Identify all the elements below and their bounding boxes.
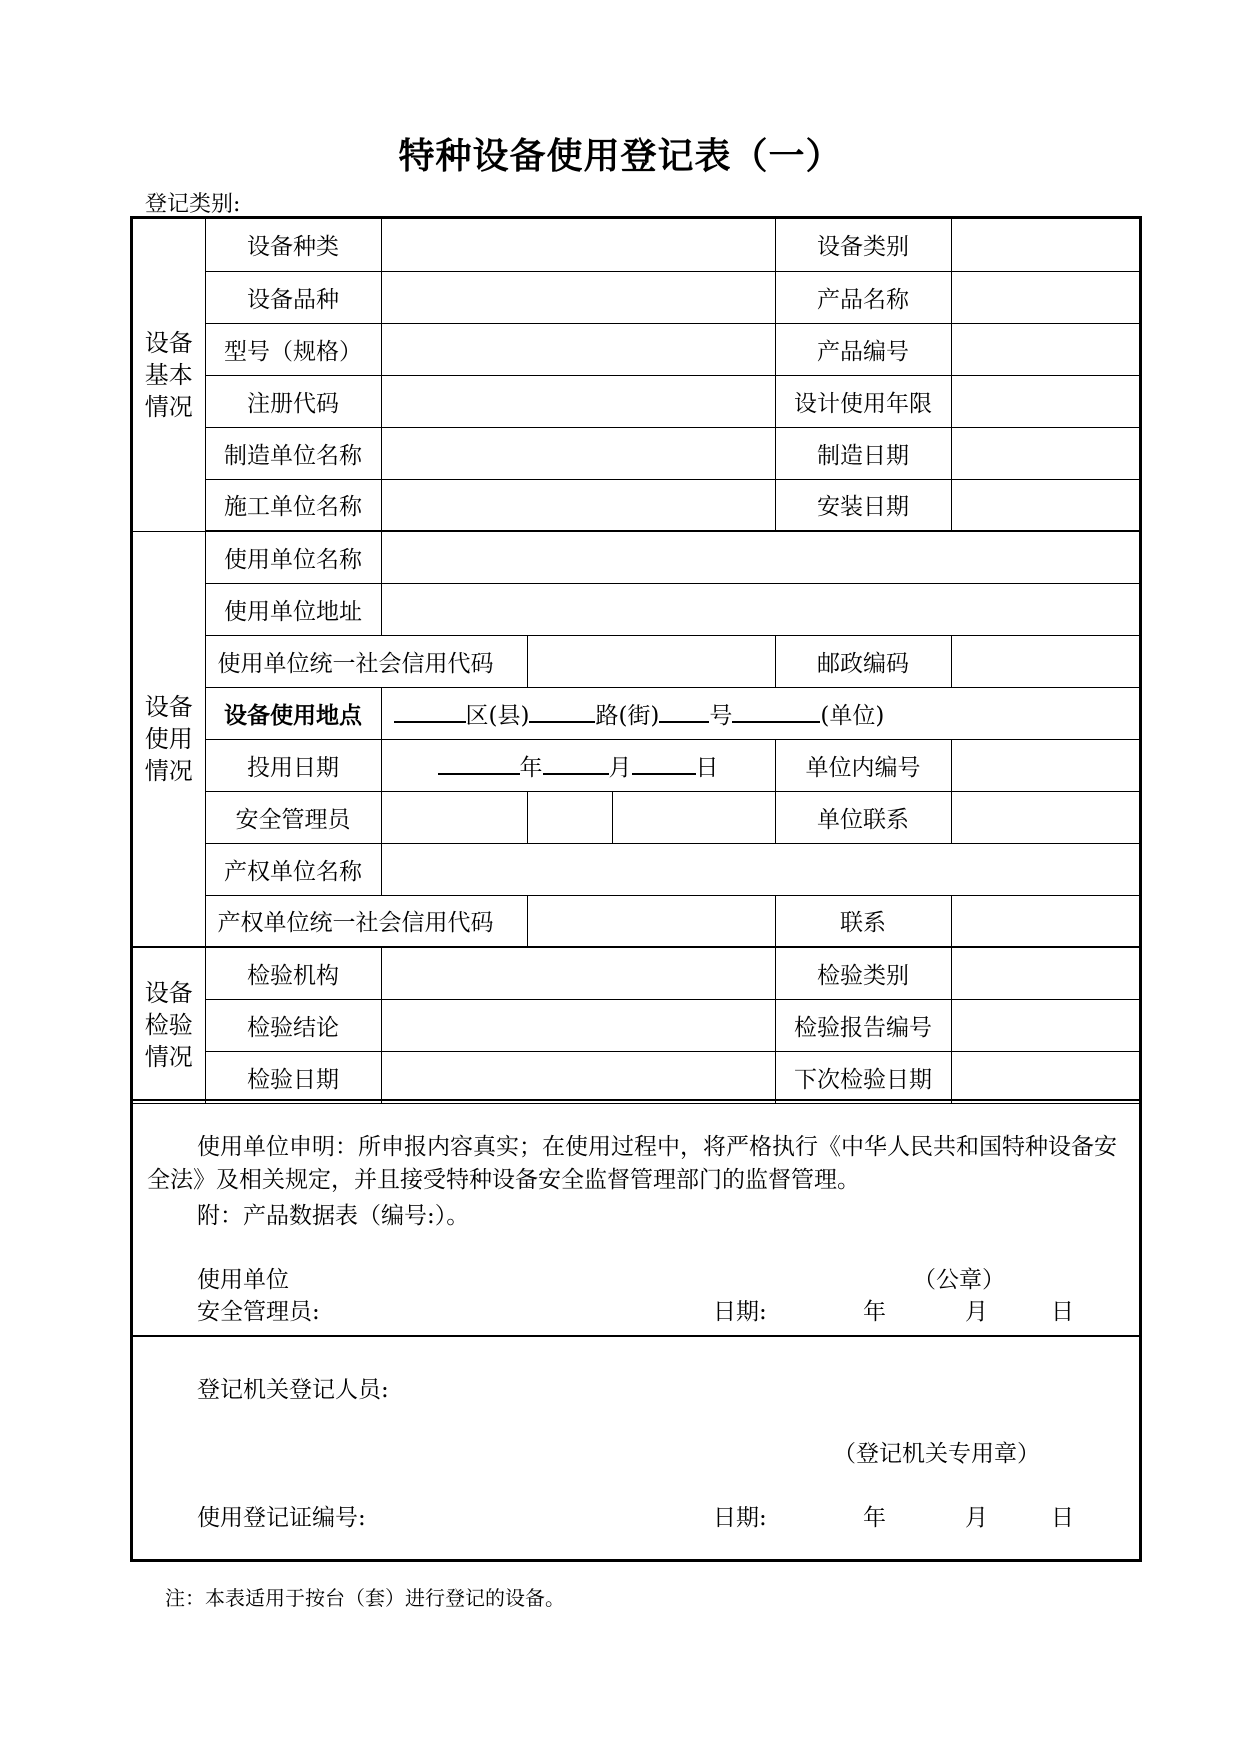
registration-month: 月 [965,1505,988,1531]
declaration-month: 月 [965,1299,988,1325]
input-model[interactable] [381,323,775,375]
label-unit-contact: 单位联系 [775,791,951,843]
label-design-life: 设计使用年限 [775,375,951,427]
input-inspection-category[interactable] [951,947,1139,999]
month-unit: 月 [608,754,632,781]
input-user-credit-code[interactable] [527,635,775,687]
district-unit: 区(县) [465,702,530,729]
input-design-life[interactable] [951,375,1139,427]
input-postal-code[interactable] [951,635,1139,687]
input-safety-manager-phone[interactable] [612,791,775,843]
declaration-user-unit: 使用单位 [197,1267,289,1293]
registration-form [130,216,1142,1562]
certificate-number-label: 使用登记证编号: [197,1505,366,1531]
label-inspection-conclusion: 检验结论 [205,999,381,1051]
label-product-number: 产品编号 [775,323,951,375]
label-manufacturer-name: 制造单位名称 [205,427,381,479]
registrar-label: 登记机关登记人员: [197,1377,389,1403]
label-next-inspection-date: 下次检验日期 [775,1051,951,1103]
label-contact: 联系 [775,895,951,947]
input-inspection-date[interactable] [381,1051,775,1103]
input-next-inspection-date[interactable] [951,1051,1139,1103]
label-internal-number: 单位内编号 [775,739,951,791]
input-owner-unit-name[interactable] [381,843,1139,895]
day-unit: 日 [695,754,719,781]
input-safety-manager-name[interactable] [381,791,527,843]
input-inspection-agency[interactable] [381,947,775,999]
input-product-number[interactable] [951,323,1139,375]
section-inspection-label: 设备检验情况 [133,947,205,1103]
input-manufacturer-name[interactable] [381,427,775,479]
declaration-year: 年 [863,1299,886,1325]
declaration-section [133,1099,1139,1335]
declaration-statement: 使用单位申明：所申报内容真实；在使用过程中，将严格执行《中华人民共和国特种设备安全法》及相关规定，并且接受特种设备安全监督管理部门的监督管理。 [147,1134,1117,1193]
label-user-unit-name: 使用单位名称 [205,531,381,583]
label-user-credit-code: 使用单位统一社会信用代码 [205,635,527,687]
input-equipment-kind[interactable] [381,219,775,271]
label-manufacture-date: 制造日期 [775,427,951,479]
declaration-day: 日 [1051,1299,1074,1325]
registration-day: 日 [1051,1505,1074,1531]
section-basic-label: 设备基本情况 [133,219,205,531]
label-equipment-category: 设备类别 [775,219,951,271]
label-installation-date: 安装日期 [775,479,951,531]
unit-unit: (单位) [820,702,885,729]
label-inspection-agency: 检验机构 [205,947,381,999]
registration-seal: （登记机关专用章） [833,1441,1040,1467]
label-registration-code: 注册代码 [205,375,381,427]
input-contact[interactable] [951,895,1139,947]
declaration-date-label: 日期: [713,1299,767,1325]
label-product-name: 产品名称 [775,271,951,323]
label-postal-code: 邮政编码 [775,635,951,687]
input-unit-contact[interactable] [951,791,1139,843]
label-equipment-variety: 设备品种 [205,271,381,323]
input-internal-number[interactable] [951,739,1139,791]
input-installation-date[interactable] [951,479,1139,531]
input-owner-credit-code[interactable] [527,895,775,947]
label-construction-unit-name: 施工单位名称 [205,479,381,531]
label-inspection-date: 检验日期 [205,1051,381,1103]
road-unit: 路(街) [595,702,660,729]
input-inspection-report-number[interactable] [951,999,1139,1051]
year-unit: 年 [519,754,543,781]
input-equipment-category[interactable] [951,219,1139,271]
label-equipment-kind: 设备种类 [205,219,381,271]
number-unit: 号 [709,702,733,729]
label-model: 型号（规格） [205,323,381,375]
registration-authority-section [133,1335,1139,1559]
input-registration-code[interactable] [381,375,775,427]
label-inspection-report-number: 检验报告编号 [775,999,951,1051]
input-user-unit-name[interactable] [381,531,1139,583]
input-inspection-conclusion[interactable] [381,999,775,1051]
label-safety-manager: 安全管理员 [205,791,381,843]
input-safety-manager-cert[interactable] [527,791,612,843]
label-owner-credit-code: 产权单位统一社会信用代码 [205,895,527,947]
input-user-unit-address[interactable] [381,583,1139,635]
declaration-seal: （公章） [913,1267,1005,1293]
input-construction-unit-name[interactable] [381,479,775,531]
label-user-unit-address: 使用单位地址 [205,583,381,635]
attachment-line: 附：产品数据表（编号:）。 [197,1203,470,1229]
equipment-info-table [133,219,1139,1104]
section-usage-label: 设备使用情况 [133,531,205,947]
registration-date-label: 日期: [713,1505,767,1531]
input-manufacture-date[interactable] [951,427,1139,479]
input-usage-location[interactable] [381,687,1139,739]
input-product-name[interactable] [951,271,1139,323]
registration-type-label: 登记类别: [145,192,241,217]
declaration-safety-manager: 安全管理员: [197,1299,320,1325]
label-inspection-category: 检验类别 [775,947,951,999]
input-equipment-variety[interactable] [381,271,775,323]
label-owner-unit-name: 产权单位名称 [205,843,381,895]
footnote: 注：本表适用于按台（套）进行登记的设备。 [165,1586,565,1610]
label-usage-location: 设备使用地点 [205,687,381,739]
label-commission-date: 投用日期 [205,739,381,791]
registration-year: 年 [863,1505,886,1531]
input-commission-date[interactable] [381,739,775,791]
page-title: 特种设备使用登记表（一） [398,135,843,177]
